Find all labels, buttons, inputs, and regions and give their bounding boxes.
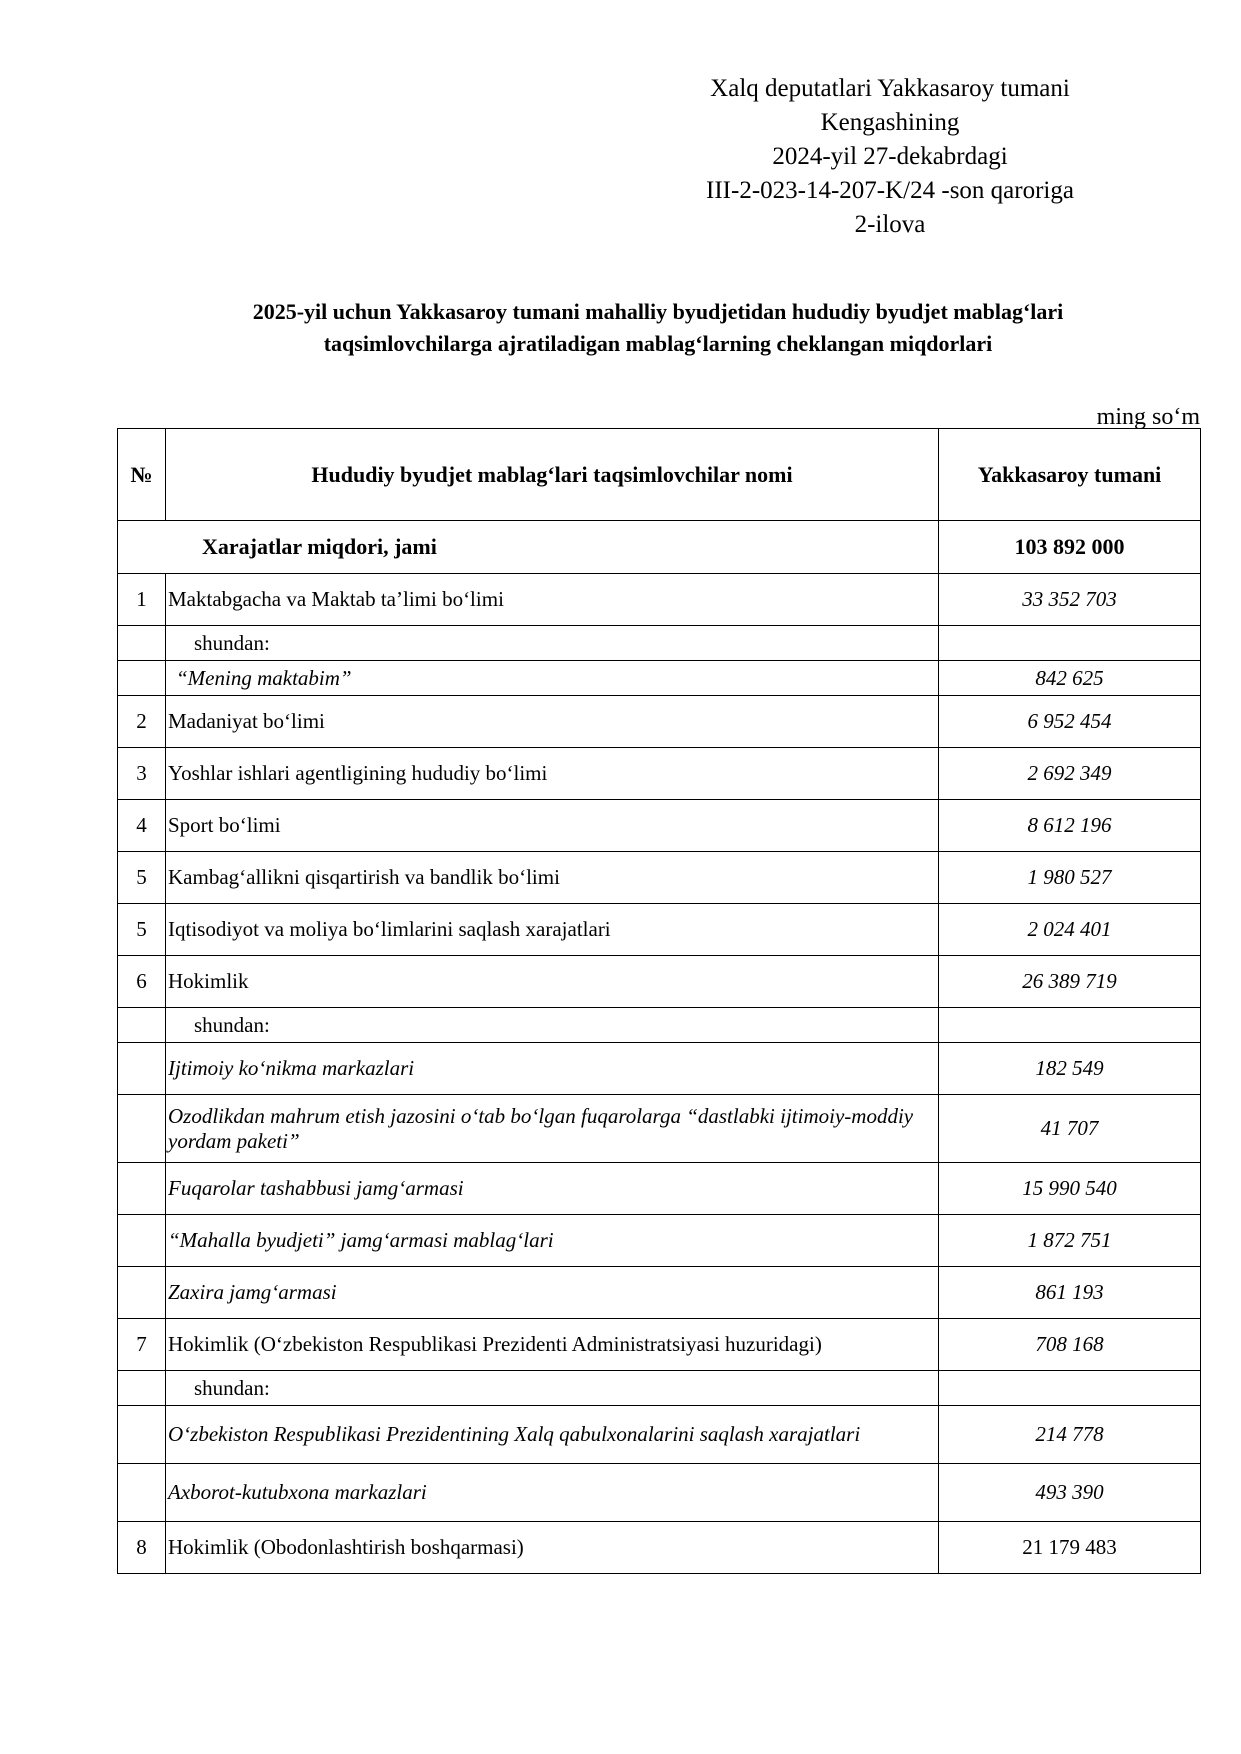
- row-number: [118, 1406, 166, 1464]
- table-row: [118, 1043, 1201, 1095]
- row-number: [118, 1215, 166, 1267]
- header-value: Yakkasaroy tumani: [939, 429, 1201, 521]
- heading-line-5: 2-ilova: [854, 211, 926, 238]
- unit-label: ming so‘m: [1096, 404, 1200, 430]
- row-value: 15 990 540: [939, 1163, 1201, 1215]
- table-row: [118, 748, 1201, 800]
- table-row: [118, 1406, 1201, 1464]
- row-value: 1 872 751: [939, 1215, 1201, 1267]
- row-value: 26 389 719: [939, 956, 1201, 1008]
- row-number: [118, 1371, 166, 1406]
- row-number: 5: [118, 852, 166, 904]
- title-line-1: 2025-yil uchun Yakkasaroy tumani mahalliy byudjetidan hududiy byudjet mablag‘lari: [252, 299, 1064, 324]
- total-row: [118, 521, 1201, 574]
- row-number: [118, 1267, 166, 1319]
- table-row: [118, 1371, 1201, 1406]
- header-number: №: [118, 429, 166, 521]
- row-value: 493 390: [939, 1464, 1201, 1522]
- total-label: Xarajatlar miqdori, jami: [118, 521, 939, 574]
- table-row: [118, 904, 1201, 956]
- heading-line-3: 2024-yil 27-dekabrdagi: [772, 143, 1008, 170]
- row-number: 4: [118, 800, 166, 852]
- row-name: Maktabgacha va Maktab ta’limi bo‘limi: [166, 574, 939, 626]
- row-number: [118, 1163, 166, 1215]
- heading-line-2: Kengashining: [820, 109, 960, 136]
- row-number: [118, 1464, 166, 1522]
- budget-table: [117, 428, 1201, 1574]
- heading-line-1: Xalq deputatlari Yakkasaroy tumani: [710, 75, 1070, 102]
- row-name: Sport bo‘limi: [166, 800, 939, 852]
- row-value: 2 024 401: [939, 904, 1201, 956]
- row-value: [939, 1008, 1201, 1043]
- row-value: 2 692 349: [939, 748, 1201, 800]
- row-name: Fuqarolar tashabbusi jamg‘armasi: [166, 1163, 939, 1215]
- row-value: 182 549: [939, 1043, 1201, 1095]
- row-number: 8: [118, 1522, 166, 1574]
- row-name: Hokimlik (Obodonlashtirish boshqarmasi): [166, 1522, 939, 1574]
- row-name: Madaniyat bo‘limi: [166, 696, 939, 748]
- row-value: [939, 626, 1201, 661]
- title-line-2: taqsimlovchilarga ajratiladigan mablag‘larning cheklangan miqdorlari: [323, 331, 993, 356]
- table-row: [118, 956, 1201, 1008]
- row-number: 3: [118, 748, 166, 800]
- row-name: Iqtisodiyot va moliya bo‘limlarini saqlash xarajatlari: [166, 904, 939, 956]
- row-value: 21 179 483: [939, 1522, 1201, 1574]
- table-row: [118, 1319, 1201, 1371]
- row-value: 708 168: [939, 1319, 1201, 1371]
- row-number: [118, 626, 166, 661]
- row-number: 5: [118, 904, 166, 956]
- row-name: Zaxira jamg‘armasi: [166, 1267, 939, 1319]
- row-name: Ozodlikdan mahrum etish jazosini o‘tab bo‘lgan fuqarolarga “dastlabki ijtimoiy-moddiy yordam paketi”: [166, 1095, 939, 1163]
- row-name: Ijtimoiy ko‘nikma markazlari: [166, 1043, 939, 1095]
- row-name: Kambag‘allikni qisqartirish va bandlik bo‘limi: [166, 852, 939, 904]
- header-name: Hududiy byudjet mablag‘lari taqsimlovchilar nomi: [166, 429, 939, 521]
- table-row: [118, 661, 1201, 696]
- row-number: 1: [118, 574, 166, 626]
- row-value: 8 612 196: [939, 800, 1201, 852]
- row-name: “Mening maktabim”: [166, 661, 939, 696]
- row-number: 6: [118, 956, 166, 1008]
- table-row: [118, 1215, 1201, 1267]
- table-row: [118, 1464, 1201, 1522]
- row-name: shundan:: [166, 1008, 939, 1043]
- row-value: 41 707: [939, 1095, 1201, 1163]
- row-name: shundan:: [166, 626, 939, 661]
- table-header-row: [118, 429, 1201, 521]
- row-value: 842 625: [939, 661, 1201, 696]
- row-name: Hokimlik: [166, 956, 939, 1008]
- total-value: 103 892 000: [939, 521, 1201, 574]
- document-title: [118, 296, 1198, 360]
- row-name: Hokimlik (O‘zbekiston Respublikasi Prezidenti Administratsiyasi huzuridagi): [166, 1319, 939, 1371]
- row-number: [118, 1008, 166, 1043]
- row-name: Yoshlar ishlari agentligining hududiy bo‘limi: [166, 748, 939, 800]
- row-number: 2: [118, 696, 166, 748]
- row-name: shundan:: [166, 1371, 939, 1406]
- appendix-heading: [660, 72, 1120, 242]
- table-row: [118, 696, 1201, 748]
- table-row: [118, 574, 1201, 626]
- row-number: [118, 1095, 166, 1163]
- table-row: [118, 800, 1201, 852]
- row-name: O‘zbekiston Respublikasi Prezidentining Xalq qabulxonalarini saqlash xarajatlari: [166, 1406, 939, 1464]
- heading-line-4: III-2-023-14-207-K/24 -son qaroriga: [706, 177, 1074, 204]
- row-value: 214 778: [939, 1406, 1201, 1464]
- table-row: [118, 1267, 1201, 1319]
- table-row: [118, 626, 1201, 661]
- row-number: [118, 1043, 166, 1095]
- row-name: “Mahalla byudjeti” jamg‘armasi mablag‘lari: [166, 1215, 939, 1267]
- row-value: 33 352 703: [939, 574, 1201, 626]
- table-row: [118, 1163, 1201, 1215]
- row-name: Axborot-kutubxona markazlari: [166, 1464, 939, 1522]
- row-value: [939, 1371, 1201, 1406]
- row-number: [118, 661, 166, 696]
- row-value: 1 980 527: [939, 852, 1201, 904]
- row-value: 6 952 454: [939, 696, 1201, 748]
- table-row: [118, 852, 1201, 904]
- row-value: 861 193: [939, 1267, 1201, 1319]
- table-row: [118, 1095, 1201, 1163]
- row-number: 7: [118, 1319, 166, 1371]
- table-row: [118, 1008, 1201, 1043]
- table-row: [118, 1522, 1201, 1574]
